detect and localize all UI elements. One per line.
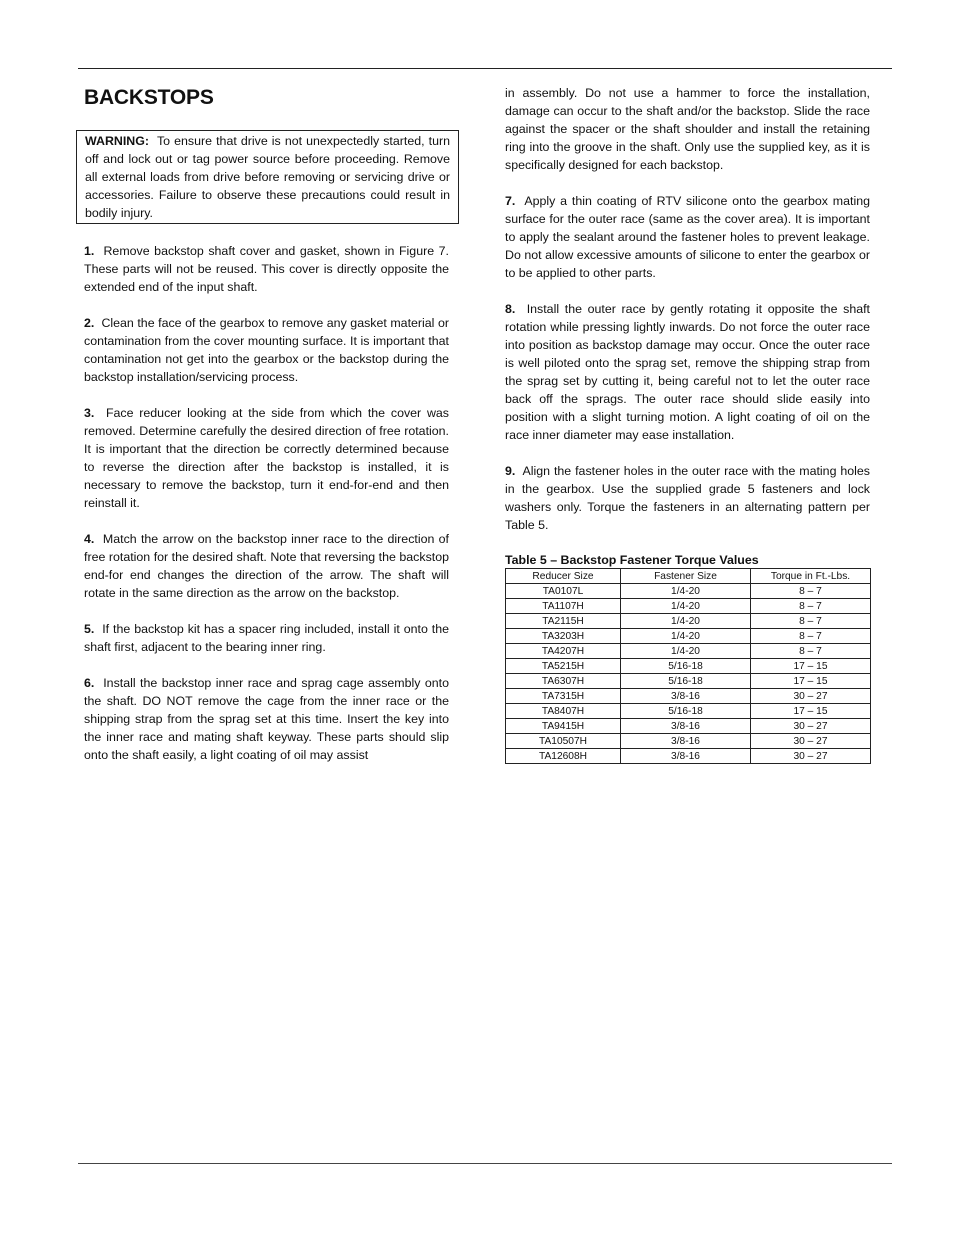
table-row	[506, 689, 871, 704]
step-number: 6.	[84, 676, 95, 690]
cell-reducer: TA6307H	[506, 674, 621, 689]
cell-fastener: 5/16-18	[621, 704, 751, 719]
step-text: Apply a thin coating of RTV silicone onto the gearbox mating surface for the outer race (same as the cover area). It is important to apply the sealant around the fastener holes to prevent leakage. Do not allow excessive amounts of silicone to enter the gearbox or to be applied to other parts.	[505, 194, 870, 280]
cell-reducer: TA9415H	[506, 719, 621, 734]
cell-fastener: 3/8-16	[621, 719, 751, 734]
torque-table	[505, 568, 871, 764]
cell-reducer: TA4207H	[506, 644, 621, 659]
step-number: 1.	[84, 244, 95, 258]
step-1	[84, 242, 449, 296]
bottom-rule	[78, 1163, 892, 1164]
cell-fastener: 3/8-16	[621, 689, 751, 704]
cell-torque: 30 – 27	[751, 749, 871, 764]
table-row	[506, 734, 871, 749]
cell-reducer: TA3203H	[506, 629, 621, 644]
cell-torque: 8 – 7	[751, 629, 871, 644]
step-number: 3.	[84, 406, 95, 420]
cell-torque: 8 – 7	[751, 599, 871, 614]
cell-fastener: 3/8-16	[621, 749, 751, 764]
table-row	[506, 749, 871, 764]
cell-fastener: 1/4-20	[621, 599, 751, 614]
cell-fastener: 1/4-20	[621, 614, 751, 629]
table-row	[506, 584, 871, 599]
cell-reducer: TA1107H	[506, 599, 621, 614]
cell-torque: 30 – 27	[751, 734, 871, 749]
cell-torque: 30 – 27	[751, 689, 871, 704]
cell-reducer: TA5215H	[506, 659, 621, 674]
step-text: Face reducer looking at the side from which the cover was removed. Determine carefully the desired direction of free rotation. It is important that the direction be correctly determined because to reverse the direction after the backstop is installed, it is necessary to remove the backstop, turn it end-for-end and then reinstall it.	[84, 406, 449, 510]
step-2	[84, 314, 449, 386]
step-number: 5.	[84, 622, 95, 636]
step-number: 7.	[505, 194, 516, 208]
table-row	[506, 719, 871, 734]
step-text: If the backstop kit has a spacer ring included, install it onto the shaft first, adjacent to the bearing inner ring.	[84, 622, 450, 654]
step-8	[505, 300, 870, 444]
cell-fastener: 1/4-20	[621, 584, 751, 599]
header-reducer-size: Reducer Size	[506, 569, 621, 584]
cell-reducer: TA2115H	[506, 614, 621, 629]
right-column	[505, 84, 870, 764]
cell-fastener: 5/16-18	[621, 659, 751, 674]
cell-fastener: 3/8-16	[621, 734, 751, 749]
cell-reducer: TA10507H	[506, 734, 621, 749]
left-column	[84, 84, 449, 764]
step-6	[84, 674, 449, 764]
table-row	[506, 644, 871, 659]
step-number: 9.	[505, 464, 516, 478]
cell-torque: 17 – 15	[751, 659, 871, 674]
warning-text: To ensure that drive is not unexpectedly started, turn off and lock out or tag power source before proceeding. Remove all external loads from drive before removing or servicing drive or accessories. Failure to observe these precautions could result in bodily injury.	[85, 134, 450, 220]
cell-torque: 8 – 7	[751, 584, 871, 599]
table-row	[506, 614, 871, 629]
step-3	[84, 404, 449, 512]
cell-reducer: TA8407H	[506, 704, 621, 719]
cell-torque: 8 – 7	[751, 644, 871, 659]
table-row	[506, 599, 871, 614]
step-text: Install the outer race by gently rotating it opposite the shaft rotation while pressing lightly inwards. Do not force the outer race into position as backstop damage may occur. Once the outer race is well piloted onto the sprag set, remove the shipping strap from the sprag set by cutting it, being careful not to let the outer race back off the sprags. The outer race should slide easily into position with a slight turning motion. A light coating of oil on the race inner diameter may ease installation.	[505, 302, 870, 442]
step-4	[84, 530, 449, 602]
step-9	[505, 462, 870, 534]
warning-label: WARNING:	[85, 134, 150, 148]
step-text: Install the backstop inner race and sprag cage assembly onto the shaft. DO NOT remove the cage from the inner race or the shipping strap from the sprag set at this time. Insert the key into the inner race and mating shaft keyway. These parts should slip onto the shaft easily, a light coating of oil may assist	[84, 676, 450, 762]
cell-fastener: 1/4-20	[621, 644, 751, 659]
cell-fastener: 5/16-18	[621, 674, 751, 689]
cell-reducer: TA7315H	[506, 689, 621, 704]
cell-torque: 17 – 15	[751, 704, 871, 719]
top-rule	[78, 68, 892, 69]
step-5	[84, 620, 449, 656]
table-row	[506, 629, 871, 644]
cell-torque: 30 – 27	[751, 719, 871, 734]
table-header-row	[506, 569, 871, 584]
step-text: Remove backstop shaft cover and gasket, shown in Figure 7. These parts will not be reused. This cover is directly opposite the extended end of the input shaft.	[84, 244, 449, 294]
step-number: 8.	[505, 302, 516, 316]
step-6-continued: in assembly. Do not use a hammer to force the installation, damage can occur to the shaft and/or the backstop. Slide the race against the spacer or the shaft shoulder and install the retaining ring into the groove in the shaft. Only use the supplied key, as it is specifically designed for each backstop.	[505, 86, 870, 172]
step-text: Match the arrow on the backstop inner race to the direction of free rotation for the desired shaft. Note that reversing the backstop end-for end changes the direction of the arrow. The shaft will rotate in the same direction as the arrow on the backstop.	[84, 532, 449, 600]
step-text: Align the fastener holes in the outer race with the mating holes in the gearbox. Use the supplied grade 5 fasteners and lock washers only. Torque the fasteners in an alternating pattern per Table 5.	[505, 464, 871, 532]
step-text: Clean the face of the gearbox to remove any gasket material or contamination from the cover mounting surface. It is important that contamination not get into the gearbox or the backstop during the backstop installation/servicing process.	[84, 316, 449, 384]
table-row	[506, 659, 871, 674]
page-title: BACKSTOPS	[84, 86, 214, 109]
cell-reducer: TA12608H	[506, 749, 621, 764]
header-fastener-size: Fastener Size	[621, 569, 751, 584]
step-number: 4.	[84, 532, 95, 546]
warning-box	[76, 130, 459, 224]
table-row	[506, 704, 871, 719]
step-number: 2.	[84, 316, 95, 330]
step-7	[505, 192, 870, 282]
cell-torque: 8 – 7	[751, 614, 871, 629]
header-torque: Torque in Ft.-Lbs.	[751, 569, 871, 584]
cell-reducer: TA0107L	[506, 584, 621, 599]
cell-torque: 17 – 15	[751, 674, 871, 689]
table-row	[506, 674, 871, 689]
table-caption: Table 5 – Backstop Fastener Torque Values	[505, 553, 759, 567]
cell-fastener: 1/4-20	[621, 629, 751, 644]
